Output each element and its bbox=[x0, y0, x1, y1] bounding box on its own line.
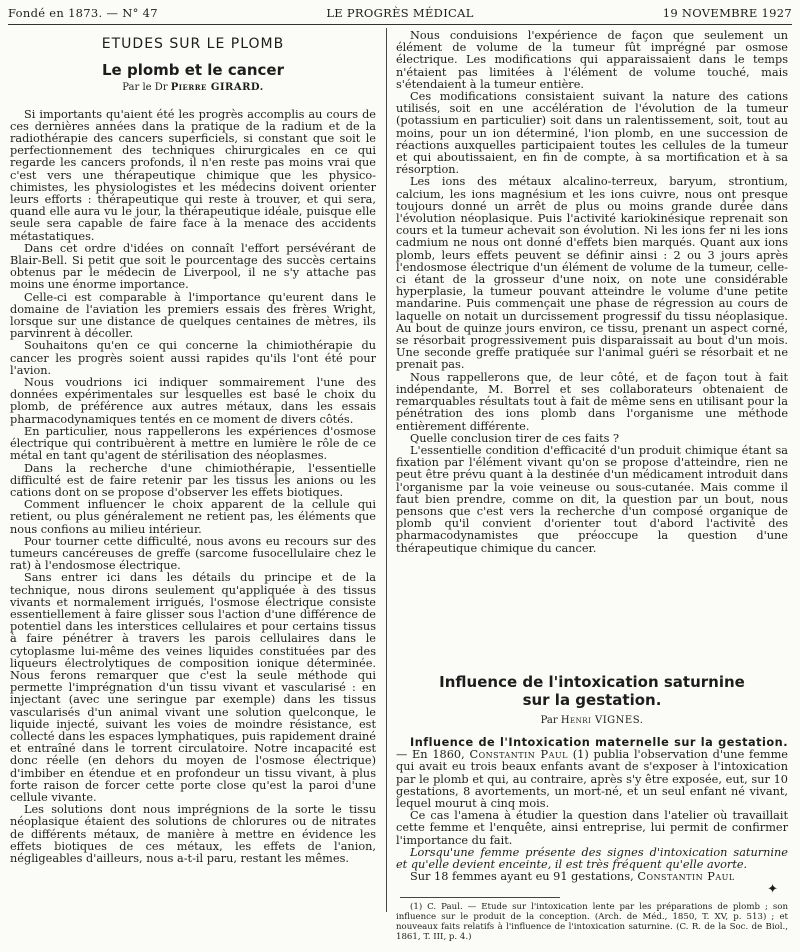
lead-heading: Influence de l'Intoxication maternelle sur la gestation. bbox=[410, 735, 788, 749]
paragraph: L'essentielle condition d'efficacité d'un produit chimique étant sa fixation par l'élément vivant qu'on se propose d'atteindre, rien ne peut être prévu quant à la destinée d'un médicament introduit dans l'organisme par la voie veineuse ou sous-cutanée. Mais comme il faut bien prendre, comme on dit, la question par un bout, nous pensons que c'est vers la recherche d'un composé organique de plomb qu'il convient d'orienter tout d'abord l'activité des pharmacodynamistes que préoccupe la question d'une thérapeutique chimique du cancer. bbox=[396, 443, 788, 555]
footnote: (1) C. Paul. — Etude sur l'intoxication lente par les préparations de plomb ; son influence sur le produit de la conception. (Arch. de Méd., 1850, T. XV, p. 513) ; et nouveaux faits relatifs à l'influence de l'intoxication saturnine. (C. R. de la Soc. de Biol., 1861, T. III, p. 4.) bbox=[396, 902, 788, 943]
article2-paragraph: Ce cas l'amena à étudier la question dans l'atelier où travaillait cette femme et l'enquête, ainsi entreprise, lui permit de confirmer l'importance du fait. bbox=[396, 809, 788, 847]
paragraph: Ces modifications consistaient suivant la nature des cations utilisés, soit en une accélération de l'évolution de la tumeur (potassium en particulier) soit dans un ralentissement, soit, tout au moins, pour un ion déterminé, l'ion plomb, en une succession de réactions auxquelles participaient toutes les cellules de la tumeur et qui aboutissaient, en fin de compte, à sa mortification et à sa résorption. bbox=[396, 90, 788, 177]
founded-issue: Fondé en 1873. — N° 47 bbox=[8, 6, 158, 20]
paragraph: Les ions des métaux alcalino-terreux, baryum, strontium, calcium, les ions magnésium et les ions cuivre, nous ont presque toujours donné un arrêt de plus ou moins grande durée dans l'évolution néoplasique. Puis l'activité kariokinésique reprenait son cours et la tumeur achevait son évolution. Ni les ions fer ni les ions cadmium ne nous ont donné d'effets bien marqués. Quant aux ions plomb, leurs effets peuvent se définir ainsi : 2 ou 3 jours après l'endosmose électrique d'un élément de volume de la tumeur, celle-ci étant de la grosseur d'une noix, on note une considérable hyperplasie, la tumeur pouvant atteindre le volume d'une petite mandarine. Puis commençait une phase de régression au cours de laquelle on notait un durcissement progressif du tissu néoplasique. Au bout de quinze jours environ, ce tissu, prenant un aspect corné, se résorbait progressivement puis disparaissait au bout d'un mois. Une seconde greffe pratiquée sur l'animal guéri se résorbait et ne prenait pas. bbox=[396, 175, 788, 372]
footnote-rule bbox=[400, 897, 560, 898]
column-rule bbox=[386, 28, 387, 912]
running-head bbox=[8, 6, 792, 22]
paragraph: Si importants qu'aient été les progrès accomplis au cours de ces dernières années dans la pratique de la radium et de la radiothérapie des cancers superficiels, si constant que soit le perfectionnement des techniques chirurgicales en ce qui regarde les cancers profonds, il n'en reste pas moins vrai que c'est vers une thérapeutique chimique que les physico-chimistes, les physiologistes et les médecins doivent orienter leurs efforts : thérapeutique qui reste à trouver, et qui sera, quand elle aura vu le jour, la thérapeutique idéale, puisque elle seule sera capable de faire face à la menace des accidents métastatiques. bbox=[10, 107, 376, 243]
cited-author: Constantin Paul bbox=[469, 748, 568, 762]
paragraph: Celle-ci est comparable à l'importance qu'eurent dans le domaine de l'aviation les premiers essais des frères Wright, lorsque sur une distance de quelques centaines de mètres, ils parvinrent à décoller. bbox=[10, 290, 376, 341]
section-title: ETUDES SUR LE PLOMB bbox=[101, 36, 285, 52]
paragraph: Comment influencer le choix apparent de la cellule qui retient, ou plus généralement ne retient pas, les éléments que nous confions au milieu intérieur. bbox=[10, 498, 376, 536]
paragraph: Nous rappellerons que, de leur côté, et de façon tout à fait indépendante, M. Borrel et ses collaborateurs obtenaient de remarquables résultats tout à fait de même sens en utilisant pour la pénétration des ions plomb dans l'organisme une méthode entièrement différente. bbox=[396, 370, 788, 433]
article2-title bbox=[396, 673, 788, 709]
text-run: Sur 18 femmes ayant eu 91 gestations, bbox=[410, 870, 638, 884]
paragraph: Souhaitons qu'en ce qui concerne la chimiothérapie du cancer les progrès soient aussi rapides qu'ils l'ont été pour l'avion. bbox=[10, 339, 376, 377]
text-run: — En 1860, bbox=[396, 748, 470, 762]
article2-title-line1: Influence de l'intoxication saturnine bbox=[439, 672, 745, 691]
right-column bbox=[396, 30, 788, 942]
paragraph: Dans la recherche d'une chimiothérapie, l'essentielle difficulté est de faire retenir par les tissus les anions ou les cations dont on se propose d'observer les effets biotiques. bbox=[10, 461, 376, 499]
paragraph: En particulier, nous rappellerons les expériences d'osmose électrique qui contribuèrent à mettre en lumière le rôle de ce métal en tant qu'agent de stérilisation des néoplasmes. bbox=[10, 424, 376, 463]
paragraph: Les solutions dont nous imprégnions de la sorte le tissu néoplasique étaient des solutions de chlorures ou de nitrates de différents métaux, de manière à mettre en évidence les effets biotiques de ces métaux, les effets de l'anion, négligeables d'ailleurs, nous a-t-il paru, restant les mêmes. bbox=[10, 803, 376, 865]
issue-date: 19 NOVEMBRE 1927 bbox=[662, 6, 792, 20]
byline-author: Pierre GIRARD. bbox=[170, 82, 264, 94]
header-rule bbox=[8, 24, 792, 25]
text-run: (1) publia l'observation d'une femme qui avait eu trois beaux enfants avant de s'exposer à l'intoxication par le plomb et qui, au contraire, après s'y être exposée, eut, sur 10 gestations, 8 avortements, un mort-né, et un seul enfant né vivant, lequel mourut à cinq mois. bbox=[396, 748, 788, 810]
article2-paragraph bbox=[396, 871, 788, 883]
paragraph: Nous conduisions l'expérience de façon que seulement un élément de volume de la tumeur fût imprégné par osmose électrique. Les modifications qui apparaissaient dans le temps n'étaient pas limitées à l'élément de volume touché, mais s'étendaient à la tumeur entière. bbox=[396, 29, 788, 91]
paragraph: Pour tourner cette difficulté, nous avons eu recours sur des tumeurs cancéreuses de greffe (sarcome fusocellulaire chez le rat) à l'endosmose électrique. bbox=[10, 534, 376, 573]
paragraph: Nous voudrions ici indiquer sommairement l'une des données expérimentales sur lesquelles est basé le choix du plomb, de préférence aux autres métaux, dans les essais pharmacodynamiques tentés en ce moment de divers côtés. bbox=[10, 376, 376, 426]
article-title: Le plomb et le cancer bbox=[102, 61, 284, 80]
byline-prefix: Par le Dr bbox=[122, 82, 168, 94]
paragraph: Dans cet ordre d'idées on connaît l'effort persévérant de Blair-Bell. Si petit que soit le pourcentage des succès certains obtenus par le médecin de Liverpool, il ne s'y attache pas moins une énorme importance. bbox=[10, 241, 376, 292]
fleuron-ornament: ✦ bbox=[767, 882, 778, 897]
left-column bbox=[10, 30, 376, 865]
byline-prefix: Par bbox=[540, 714, 558, 726]
article2-paragraph bbox=[396, 737, 788, 810]
byline-author: Henri VIGNES. bbox=[560, 714, 644, 726]
cited-author: Constantin Paul bbox=[637, 870, 735, 884]
article2-title-line2: sur la gestation. bbox=[522, 690, 662, 709]
journal-title: LE PROGRÈS MÉDICAL bbox=[326, 6, 474, 20]
article2-quote: Lorsqu'une femme présente des signes d'intoxication saturnine et qu'elle devient enceinte, il est très fréquent qu'elle avorte. bbox=[396, 845, 788, 871]
column-gap bbox=[396, 555, 788, 673]
article2-byline bbox=[396, 715, 788, 727]
byline bbox=[10, 82, 376, 94]
paragraph: Quelle conclusion tirer de ces faits ? bbox=[410, 431, 620, 445]
paragraph: Sans entrer ici dans les détails du principe et de la technique, nous dirons seulement qu'appliquée à des tissus vivants et normalement irrigués, l'osmose électrique consiste essentiellement à faire glisser sous l'action d'une différence de potentiel dans les interstices cellulaires et pour certains tissus à faire pénétrer à travers les parois cellulaires dans le cytoplasme lui-même des veines liquides constituées par des liqueurs électrolytiques de composition ionique déterminée. Nous ferons remarquer que c'est la seule méthode qui permette l'imprégnation d'un tissu vivant et vascularisé : en injectant (avec une seringue par exemple) dans les tissus vascularisés d'un animal vivant une solution quelconque, le liquide injecté, suivant les voies de moindre résistance, est collecté dans les espaces lymphatiques, puis rapidement drainé et entraîné dans le torrent circulatoire. Notre incapacité est donc réelle (en dehors du moyen de l'osmose électrique) d'imbiber en étendue et en profondeur un tissu vivant, à plus forte raison de forcer cette porte close qu'est la paroi d'une cellule vivante. bbox=[10, 571, 376, 804]
